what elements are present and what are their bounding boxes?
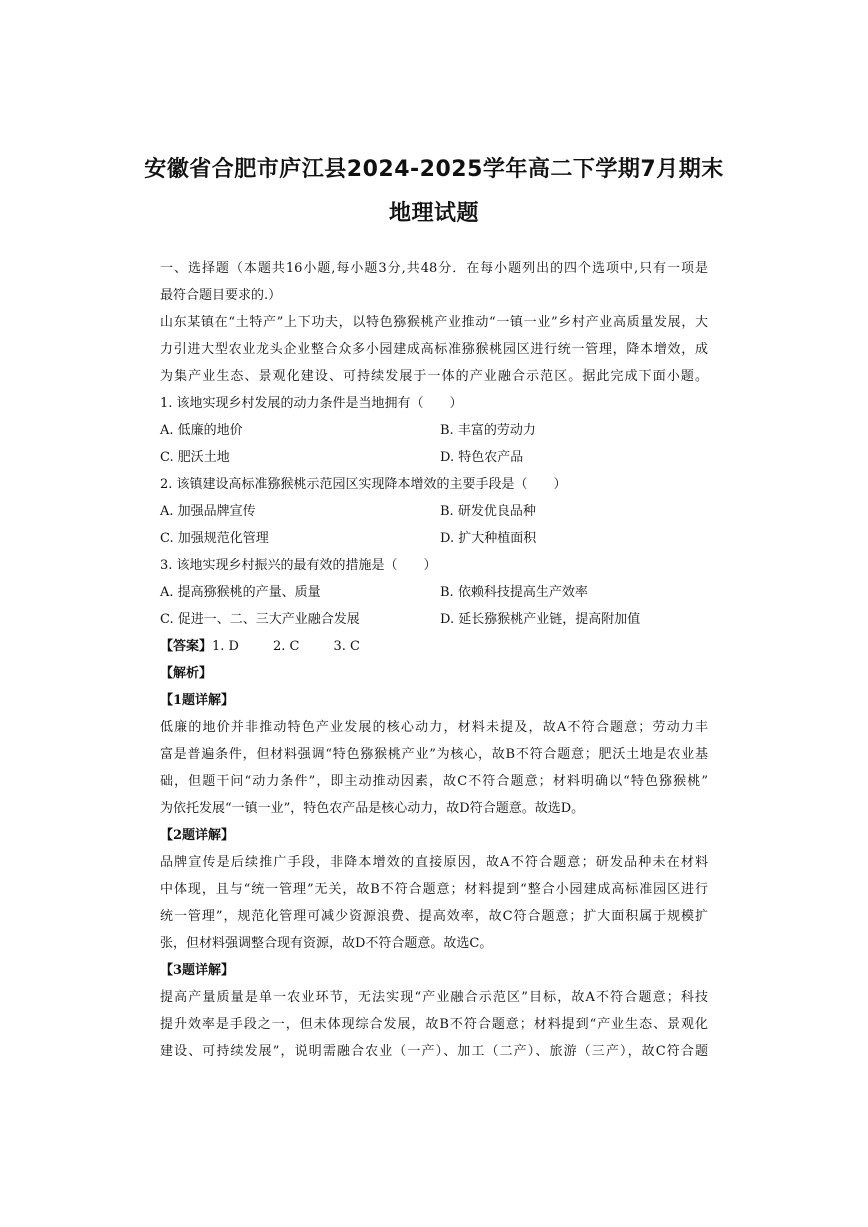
option-a: A. 加强品牌宣传 [160, 504, 256, 519]
answer-label: 【答案】 [160, 639, 213, 654]
section-header-line: 最符合题目要求的.） [160, 288, 282, 303]
page-title-line1: 安徽省合肥市庐江县2024-2025学年高二下学期7月期末 [144, 157, 724, 182]
detail-line: 品牌宣传是后续推广手段，非降本增效的直接原因，故A不符合题意；研发品种未在材料 [160, 855, 708, 870]
section-header-line: 一、选择题（本题共16小题,每小题3分,共48分．在每小题列出的四个选项中,只有一项是 [160, 261, 708, 276]
detail-line: 为依托发展“一镇一业”，特色农产品是核心动力，故D符合题意。故选D。 [160, 801, 585, 816]
answer-item: 3. C [333, 639, 360, 654]
option-c: C. 肥沃土地 [160, 450, 230, 465]
option-d: D. 特色农产品 [440, 450, 524, 465]
answer-line [160, 638, 394, 656]
material-line: 为集产业生态、景观化建设、可持续发展于一体的产业融合示范区。据此完成下面小题。 [160, 369, 708, 384]
detail-heading: 【2题详解】 [160, 828, 235, 843]
page-title-line2: 地理试题 [388, 201, 479, 226]
detail-line: 提升效率是手段之一，但未体现综合发展，故B不符合题意；材料提到“产业生态、景观化 [160, 1017, 708, 1032]
option-c: C. 加强规范化管理 [160, 531, 269, 546]
option-a: A. 低廉的地价 [160, 423, 243, 438]
detail-line: 低廉的地价并非推动特色产业发展的核心动力，材料未提及，故A不符合题意；劳动力丰 [160, 720, 708, 735]
material-line: 力引进大型农业龙头企业整合众多小园建成高标准猕猴桃园区进行统一管理，降本增效，成 [160, 342, 708, 357]
detail-line: 张，但材料强调整合现有资源，故D不符合题意。故选C。 [160, 936, 493, 951]
option-b: B. 丰富的劳动力 [440, 423, 536, 438]
detail-line: 提高产量质量是单一农业环节，无法实现“产业融合示范区”目标，故A不符合题意；科技 [160, 990, 708, 1005]
answer-item: 2. C [272, 639, 300, 654]
detail-heading: 【3题详解】 [160, 963, 235, 978]
detail-line: 统一管理”，规范化管理可减少资源浪费、提高效率，故C符合题意；扩大面积属于规模扩 [160, 909, 708, 924]
detail-line: 础，但题干问“动力条件”，即主动推动因素，故C不符合题意；材料明确以“特色猕猴桃” [160, 774, 708, 789]
material-line: 山东某镇在“土特产”上下功夫，以特色猕猴桃产业推动“一镇一业”乡村产业高质量发展，大 [160, 315, 708, 330]
option-b: B. 研发优良品种 [440, 504, 536, 519]
option-a: A. 提高猕猴桃的产量、质量 [160, 585, 321, 600]
detail-line: 建设、可持续发展”，说明需融合农业（一产）、加工（二产）、旅游（三产），故C符合题 [160, 1044, 708, 1059]
question-stem: 3. 该地实现乡村振兴的最有效的措施是（ ） [160, 558, 437, 573]
question-stem: 2. 该镇建设高标准猕猴桃示范园区实现降本增效的主要手段是（ ） [160, 477, 567, 492]
question-stem: 1. 该地实现乡村发展的动力条件是当地拥有（ ） [160, 396, 463, 411]
option-d: D. 延长猕猴桃产业链，提高附加值 [440, 612, 641, 627]
analysis-label: 【解析】 [160, 666, 213, 681]
answer-item: 1. D [212, 639, 239, 654]
detail-heading: 【1题详解】 [160, 693, 235, 708]
option-b: B. 依赖科技提高生产效率 [440, 585, 588, 600]
detail-line: 富是普遍条件，但材料强调“特色猕猴桃产业”为核心，故B不符合题意；肥沃土地是农业基 [160, 747, 708, 762]
detail-line: 中体现，且与“统一管理”无关，故B不符合题意；材料提到“整合小园建成高标准园区进行 [160, 882, 708, 897]
option-d: D. 扩大种植面积 [440, 531, 537, 546]
option-c: C. 促进一、二、三大产业融合发展 [160, 612, 360, 627]
